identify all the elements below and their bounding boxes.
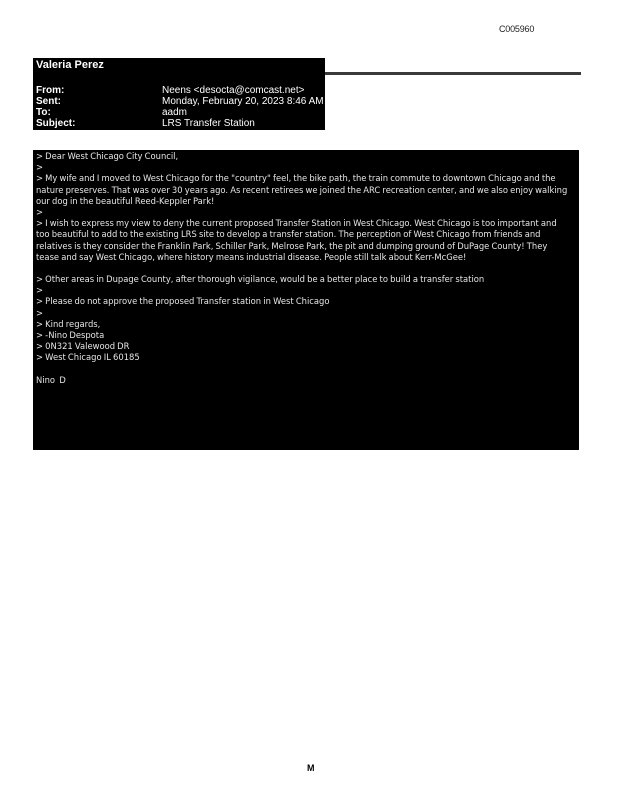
body-line: > (36, 285, 44, 296)
subject-value: LRS Transfer Station (162, 118, 255, 129)
spacer (36, 263, 569, 274)
document-id: C005960 (499, 24, 535, 34)
recipient-name: Valeria Perez (36, 59, 104, 71)
body-paragraph: > Other areas in Dupage County, after thorough vigilance, would be a better place to build a transfer station (36, 274, 485, 285)
spacer (36, 364, 569, 375)
sent-value: Monday, February 20, 2023 8:46 AM (162, 96, 324, 107)
email-header (33, 58, 325, 130)
body-line: > (36, 207, 44, 218)
sender-sign: Nino D (36, 374, 66, 385)
body-line: > Dear West Chicago City Council, (36, 151, 179, 161)
footer-mark: M (307, 763, 315, 773)
body-paragraph: > My wife and I moved to West Chicago for the "country" feel, the bike path, the train commute to downtown Chicago and the nature preserves. That was over 30 years ago. As recent retirees we joined the ARC recreation center, and we also enjoy walking our dog in the beautiful Reed-Keppler Park! (36, 173, 568, 206)
signature-street: > 0N321 Valewood DR (36, 341, 130, 352)
signoff-line: > Kind regards, (36, 318, 101, 329)
body-line: > (36, 307, 44, 318)
signature-name: > -Nino Despota (36, 330, 105, 341)
signature-city: > West Chicago IL 60185 (36, 352, 140, 363)
email-body (33, 150, 579, 450)
from-label: From: (36, 85, 65, 96)
sent-label: Sent: (36, 96, 61, 107)
subject-label: Subject: (36, 118, 76, 129)
body-line: > Please do not approve the proposed Transfer station in West Chicago (36, 296, 330, 307)
from-value: Neens <desocta@comcast.net> (162, 85, 305, 96)
to-label: To: (36, 107, 51, 118)
body-paragraph: > I wish to express my view to deny the current proposed Transfer Station in West Chicago. West Chicago is too important and too beautiful to add to the existing LRS site to develop a transfer station. The perception of West Chicago from friends and relatives is they consider the Franklin Park, Schiller Park, Melrose Park, the pit and dumping ground of DuPage County! They tease and say West Chicago, where history means industrial disease. People still talk about Kerr-McGee! (36, 218, 557, 262)
body-line: > (36, 162, 44, 173)
header-divider (325, 72, 581, 75)
to-value: aadm (162, 107, 188, 118)
